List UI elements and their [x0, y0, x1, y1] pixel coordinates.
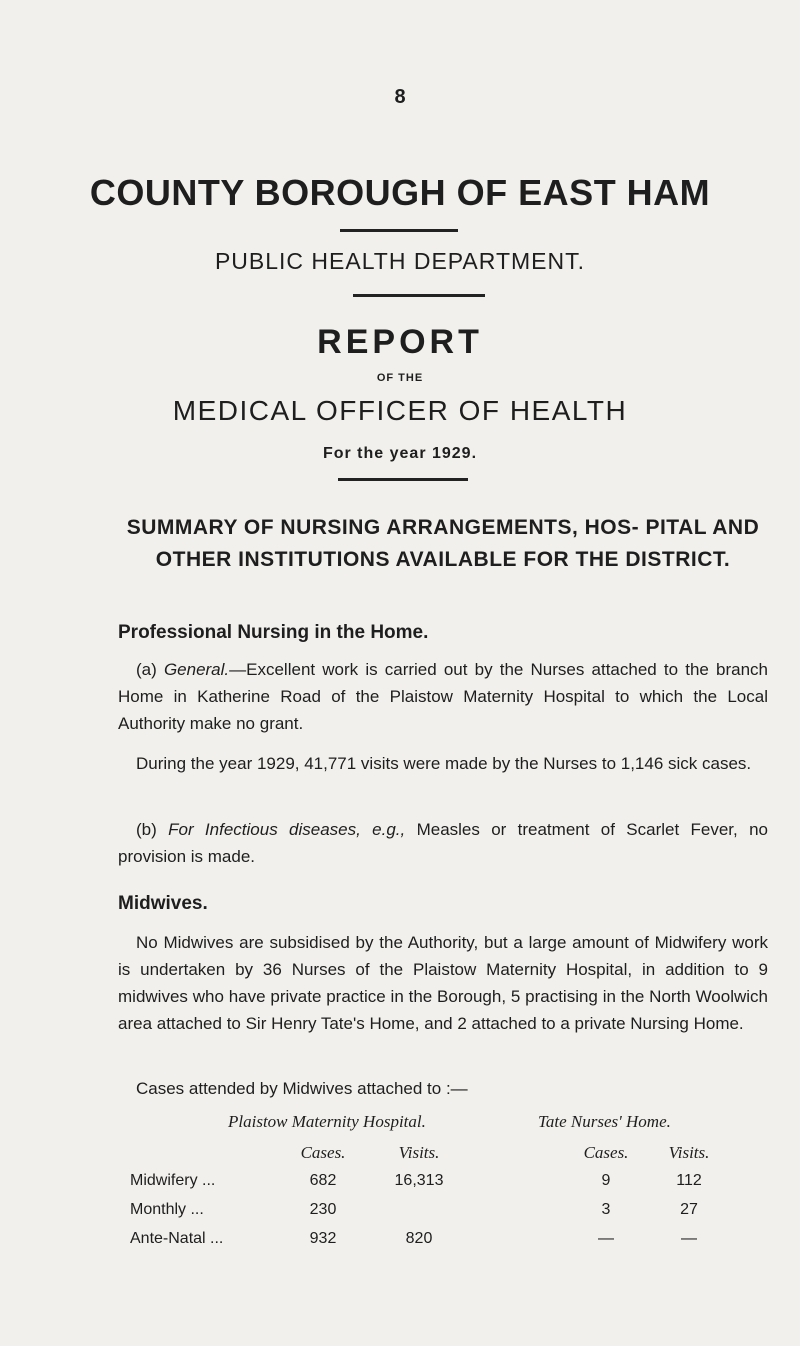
- plaistow-visits: 820: [405, 1230, 433, 1247]
- header-cases: Cases.: [583, 1143, 629, 1162]
- tate-visits: —: [681, 1230, 697, 1247]
- general-paragraph: [118, 656, 768, 737]
- nursing-heading: Professional Nursing in the Home.: [118, 622, 429, 643]
- plaistow-cases: 682: [309, 1172, 337, 1189]
- general-lead: General.: [163, 660, 230, 679]
- divider: [338, 478, 468, 481]
- tate-visits: 27: [680, 1201, 698, 1218]
- page-number: 8: [394, 86, 406, 108]
- plaistow-cases: 932: [309, 1230, 337, 1247]
- document-title: COUNTY BOROUGH OF EAST HAM: [89, 172, 711, 213]
- plaistow-cases: 230: [309, 1201, 337, 1218]
- row-label: Midwifery ...: [130, 1172, 216, 1189]
- group-tate: Tate Nurses' Home.: [538, 1112, 671, 1131]
- group-plaistow: Plaistow Maternity Hospital.: [228, 1112, 426, 1131]
- tate-cases: 3: [601, 1201, 611, 1218]
- row-label: Ante-Natal ...: [130, 1230, 224, 1247]
- visits-paragraph: During the year 1929, 41,771 visits were made by the Nurses to 1,146 sick cases.: [136, 754, 752, 773]
- of-the-label: OF THE: [376, 372, 424, 384]
- plaistow-visits: 16,313: [394, 1172, 444, 1189]
- department-name: PUBLIC HEALTH DEPARTMENT.: [214, 248, 586, 274]
- midwives-heading: Midwives.: [118, 893, 208, 914]
- b-label: (b): [136, 820, 157, 839]
- report-year: For the year 1929.: [322, 445, 478, 462]
- tate-visits: 112: [676, 1172, 702, 1189]
- header-cases: Cases.: [300, 1143, 346, 1162]
- officer-title: MEDICAL OFFICER OF HEALTH: [172, 395, 628, 426]
- tate-cases: —: [598, 1230, 614, 1247]
- infectious-text: Measles or treatment of Scarlet Fever, no provision is made.: [118, 820, 768, 866]
- header-visits: Visits.: [398, 1143, 440, 1162]
- a-label: (a): [136, 660, 157, 679]
- tate-cases: 9: [601, 1172, 611, 1189]
- midwives-paragraph: No Midwives are subsidised by the Authority, but a large amount of Midwifery work is undertaken by 36 Nurses of the Plaistow Maternity Hospital, in addition to 9 midwives who have private practice in the Borough, 5 practising in the North Woolwich area attached to Sir Henry Tate's Home, and 2 attached to a private Nursing Home.: [118, 933, 768, 1033]
- header-visits: Visits.: [668, 1143, 710, 1162]
- row-label: Monthly ...: [130, 1201, 204, 1218]
- report-heading: REPORT: [317, 323, 483, 361]
- summary-heading: SUMMARY OF NURSING ARRANGEMENTS, HOS- PITAL AND OTHER INSTITUTIONS AVAILABLE FOR THE DISTRICT.: [126, 516, 760, 571]
- infectious-paragraph: [118, 816, 768, 870]
- divider: [353, 294, 485, 297]
- cases-intro: Cases attended by Midwives attached to :—: [136, 1079, 468, 1098]
- divider: [340, 229, 458, 232]
- general-text: —Excellent work is carried out by the Nurses attached to the branch Home in Katherine Road of the Plaistow Maternity Hospital to which the Local Authority make no grant.: [118, 660, 768, 733]
- infectious-lead: For Infectious diseases, e.g.,: [168, 820, 406, 839]
